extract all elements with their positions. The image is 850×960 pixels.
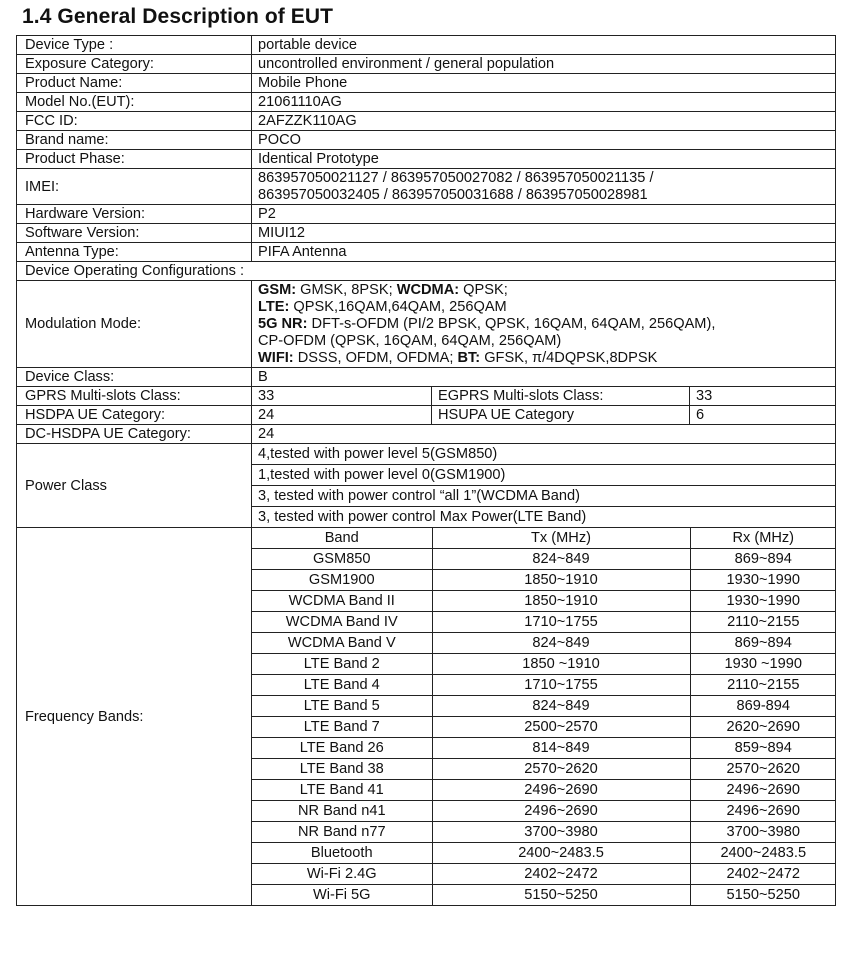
- band-name: Wi-Fi 5G: [252, 885, 432, 906]
- egprs-class-label: EGPRS Multi-slots Class:: [432, 387, 690, 406]
- table-row: [17, 55, 836, 74]
- band-row: [252, 654, 836, 675]
- product-phase-label: Product Phase:: [17, 150, 252, 169]
- exposure-category-label: Exposure Category:: [17, 55, 252, 74]
- dc-hsdpa-category-value: 24: [252, 425, 836, 444]
- band-name: NR Band n41: [252, 801, 432, 822]
- fcc-id-label: FCC ID:: [17, 112, 252, 131]
- band-row: [252, 780, 836, 801]
- modulation-line-gsm-wcdma: [258, 282, 829, 299]
- power-class-item: 3, tested with power control “all 1”(WCDMA Band): [252, 486, 836, 507]
- product-phase-value: Identical Prototype: [252, 150, 836, 169]
- frequency-bands-cell: [252, 528, 836, 906]
- frequency-bands-table: [252, 528, 836, 905]
- band-name: GSM850: [252, 549, 432, 570]
- tx-range: 1710~1755: [432, 612, 690, 633]
- band-row: [252, 633, 836, 654]
- imei-label: IMEI:: [17, 169, 252, 205]
- brand-name-value: POCO: [252, 131, 836, 150]
- nr-value: DFT-s-OFDM (PI/2 BPSK, QPSK, 16QAM, 64QAM, 256QAM),: [307, 316, 716, 332]
- band-name: WCDMA Band V: [252, 633, 432, 654]
- rx-range: 5150~5250: [690, 885, 836, 906]
- tx-range: 2496~2690: [432, 780, 690, 801]
- lte-value: QPSK,16QAM,64QAM, 256QAM: [289, 299, 507, 315]
- gprs-class-value: 33: [252, 387, 432, 406]
- lte-key: LTE:: [258, 299, 290, 315]
- rx-range: 2496~2690: [690, 780, 836, 801]
- rx-header: Rx (MHz): [690, 528, 836, 549]
- band-name: Bluetooth: [252, 843, 432, 864]
- power-class-item: 3, tested with power control Max Power(LTE Band): [252, 507, 836, 528]
- device-class-value: B: [252, 368, 836, 387]
- tx-range: 1850 ~1910: [432, 654, 690, 675]
- rx-range: 869-894: [690, 696, 836, 717]
- bands-header-row: [252, 528, 836, 549]
- wcdma-value: QPSK;: [459, 282, 508, 298]
- table-row: [17, 131, 836, 150]
- table-row: [17, 224, 836, 243]
- tx-range: 5150~5250: [432, 885, 690, 906]
- tx-range: 2400~2483.5: [432, 843, 690, 864]
- tx-header: Tx (MHz): [432, 528, 690, 549]
- modulation-line-nr-2: CP-OFDM (QPSK, 16QAM, 64QAM, 256QAM): [258, 333, 562, 349]
- device-class-label: Device Class:: [17, 368, 252, 387]
- wcdma-key: WCDMA:: [396, 282, 460, 298]
- fcc-id-value: 2AFZZK110AG: [252, 112, 836, 131]
- dc-hsdpa-category-label: DC-HSDPA UE Category:: [17, 425, 252, 444]
- band-name: LTE Band 2: [252, 654, 432, 675]
- band-row: [252, 738, 836, 759]
- hardware-version-value: P2: [252, 205, 836, 224]
- band-name: Wi-Fi 2.4G: [252, 864, 432, 885]
- modulation-mode-value: [252, 281, 836, 368]
- frequency-bands-label: Frequency Bands:: [17, 528, 252, 906]
- band-row: [252, 570, 836, 591]
- gprs-class-label: GPRS Multi-slots Class:: [17, 387, 252, 406]
- band-row: [252, 822, 836, 843]
- band-row: [252, 612, 836, 633]
- table-row: [17, 169, 836, 205]
- band-name: LTE Band 7: [252, 717, 432, 738]
- table-row: [17, 387, 836, 406]
- band-name: WCDMA Band IV: [252, 612, 432, 633]
- rx-range: 1930~1990: [690, 591, 836, 612]
- table-row: [17, 444, 836, 465]
- device-type-value: portable device: [252, 36, 836, 55]
- tx-range: 2402~2472: [432, 864, 690, 885]
- table-row: [17, 528, 836, 906]
- power-class-item: 4,tested with power level 5(GSM850): [252, 444, 836, 465]
- power-class-item: 1,tested with power level 0(GSM1900): [252, 465, 836, 486]
- band-name: LTE Band 26: [252, 738, 432, 759]
- rx-range: 859~894: [690, 738, 836, 759]
- section-heading: 1.4 General Description of EUT: [22, 5, 334, 28]
- imei-value: [252, 169, 836, 205]
- table-row: [17, 74, 836, 93]
- bt-value: GFSK, π/4DQPSK,8DPSK: [480, 350, 658, 366]
- tx-range: 824~849: [432, 696, 690, 717]
- tx-range: 824~849: [432, 549, 690, 570]
- band-row: [252, 759, 836, 780]
- modulation-line-wifi-bt: [258, 350, 829, 367]
- tx-range: 1850~1910: [432, 570, 690, 591]
- antenna-type-label: Antenna Type:: [17, 243, 252, 262]
- egprs-class-value: 33: [690, 387, 836, 406]
- rx-range: 869~894: [690, 549, 836, 570]
- table-row: [17, 368, 836, 387]
- band-row: [252, 864, 836, 885]
- rx-range: 1930~1990: [690, 570, 836, 591]
- band-row: [252, 843, 836, 864]
- tx-range: 1710~1755: [432, 675, 690, 696]
- band-name: LTE Band 38: [252, 759, 432, 780]
- band-row: [252, 696, 836, 717]
- table-row: [17, 243, 836, 262]
- tx-range: 824~849: [432, 633, 690, 654]
- hsdpa-category-label: HSDPA UE Category:: [17, 406, 252, 425]
- rx-range: 2402~2472: [690, 864, 836, 885]
- modulation-line-lte: [258, 299, 829, 316]
- band-row: [252, 549, 836, 570]
- rx-range: 2496~2690: [690, 801, 836, 822]
- modulation-mode-label: Modulation Mode:: [17, 281, 252, 368]
- hsupa-category-label: HSUPA UE Category: [432, 406, 690, 425]
- device-type-label: Device Type :: [17, 36, 252, 55]
- band-row: [252, 801, 836, 822]
- rx-range: 3700~3980: [690, 822, 836, 843]
- tx-range: 2496~2690: [432, 801, 690, 822]
- rx-range: 1930 ~1990: [690, 654, 836, 675]
- rx-range: 2110~2155: [690, 675, 836, 696]
- hsdpa-category-value: 24: [252, 406, 432, 425]
- band-row: [252, 885, 836, 906]
- software-version-label: Software Version:: [17, 224, 252, 243]
- operating-configurations-label: Device Operating Configurations :: [17, 262, 836, 281]
- product-name-label: Product Name:: [17, 74, 252, 93]
- table-row: [17, 36, 836, 55]
- imei-line-1: 863957050021127 / 863957050027082 / 863957050021135 /: [258, 170, 654, 186]
- rx-range: 2620~2690: [690, 717, 836, 738]
- table-row: [17, 406, 836, 425]
- exposure-category-value: uncontrolled environment / general population: [252, 55, 836, 74]
- tx-range: 2570~2620: [432, 759, 690, 780]
- wifi-value: DSSS, OFDM, OFDMA;: [293, 350, 458, 366]
- band-name: LTE Band 4: [252, 675, 432, 696]
- product-name-value: Mobile Phone: [252, 74, 836, 93]
- eut-description-table: [16, 35, 836, 906]
- tx-range: 3700~3980: [432, 822, 690, 843]
- table-row: [17, 281, 836, 368]
- table-row: [17, 425, 836, 444]
- hsupa-category-value: 6: [690, 406, 836, 425]
- band-name: LTE Band 41: [252, 780, 432, 801]
- band-header: Band: [252, 528, 432, 549]
- gsm-value: GMSK, 8PSK;: [296, 282, 397, 298]
- band-name: NR Band n77: [252, 822, 432, 843]
- brand-name-label: Brand name:: [17, 131, 252, 150]
- band-name: LTE Band 5: [252, 696, 432, 717]
- tx-range: 1850~1910: [432, 591, 690, 612]
- rx-range: 2110~2155: [690, 612, 836, 633]
- power-class-label: Power Class: [17, 444, 252, 528]
- model-number-label: Model No.(EUT):: [17, 93, 252, 112]
- rx-range: 869~894: [690, 633, 836, 654]
- tx-range: 2500~2570: [432, 717, 690, 738]
- tx-range: 814~849: [432, 738, 690, 759]
- table-row: [17, 93, 836, 112]
- table-row: [17, 205, 836, 224]
- bt-key: BT:: [457, 350, 481, 366]
- software-version-value: MIUI12: [252, 224, 836, 243]
- imei-line-2: 863957050032405 / 863957050031688 / 863957050028981: [258, 187, 648, 203]
- rx-range: 2400~2483.5: [690, 843, 836, 864]
- rx-range: 2570~2620: [690, 759, 836, 780]
- nr-key: 5G NR:: [258, 316, 308, 332]
- antenna-type-value: PIFA Antenna: [252, 243, 836, 262]
- band-row: [252, 717, 836, 738]
- band-name: GSM1900: [252, 570, 432, 591]
- model-number-value: 21061110AG: [252, 93, 836, 112]
- band-row: [252, 675, 836, 696]
- table-row: [17, 150, 836, 169]
- table-row: [17, 262, 836, 281]
- band-name: WCDMA Band II: [252, 591, 432, 612]
- wifi-key: WIFI:: [258, 350, 294, 366]
- band-row: [252, 591, 836, 612]
- hardware-version-label: Hardware Version:: [17, 205, 252, 224]
- modulation-line-nr: [258, 316, 829, 333]
- gsm-key: GSM:: [258, 282, 297, 298]
- table-row: [17, 112, 836, 131]
